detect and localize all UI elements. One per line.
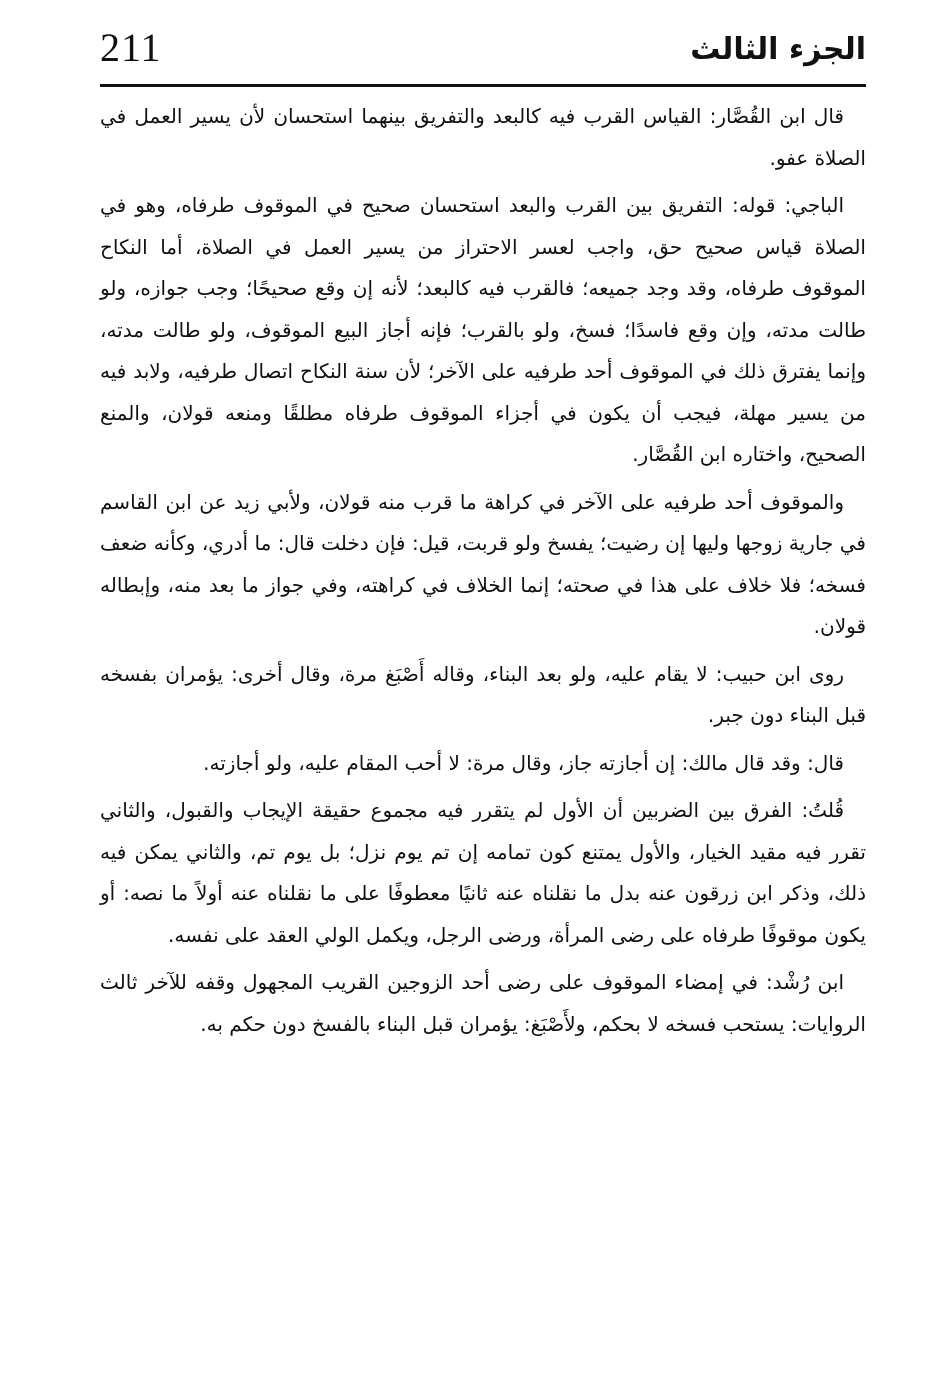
main-text [100, 96, 866, 1045]
paragraph: ابن رُشْد: في إمضاء الموقوف على رضى أحد الزوجين القريب المجهول وقفه للآخر ثالث الروايات: يستحب فسخه لا بحكم، ولأَصْبَغ: يؤمران قبل البناء بالفسخ دون حكم به. [100, 970, 866, 1036]
paragraph: روى ابن حبيب: لا يقام عليه، ولو بعد البناء، وقاله أَصْبَغ مرة، وقال أخرى: يؤمران بفسخه قبل البناء دون جبر. [100, 661, 866, 727]
page-header [100, 22, 866, 86]
paragraph: والموقوف أحد طرفيه على الآخر في كراهة ما قرب منه قولان، ولأبي زيد عن ابن القاسم في جارية زوجها وليها إن رضيت؛ يفسخ ولو قربت، قيل: فإن دخلت قال: ما أدري، وكأنه ضعف فسخه؛ فلا خلاف على هذا في صحته؛ إنما الخلاف في كراهته، وفي جواز ما بعد منه، وإبطاله قولان. [100, 489, 866, 638]
paragraph: الباجي: قوله: التفريق بين القرب والبعد استحسان صحيح في الموقوف طرفاه، وهو في الصلاة قياس صحيح حق، واجب لعسر الاحتراز من يسير العمل في الصلاة، أما النكاح الموقوف طرفاه، وقد وجد جميعه؛ فالقرب فيه كالبعد؛ لأنه إن وقع صحيحًا؛ وجب جوازه، ولو طالت مدته، وإن وقع فاسدًا؛ فسخ، ولو بالقرب؛ فإنه أجاز البيع الموقوف، ولو طالت مدته، وإنما يفترق ذلك في الموقوف أحد طرفيه على الآخر؛ لأن سنة النكاح اتصال طرفيه، ولابد فيه من يسير مهلة، فيجب أن يكون في أجزاء الموقوف طرفاه مطلقًا ومنعه قولان، والمنع الصحيح، واختاره ابن القُصَّار. [100, 193, 866, 466]
page-number: 211 [100, 25, 162, 70]
paragraph: قُلتُ: الفرق بين الضربين أن الأول لم يتقرر فيه مجموع حقيقة الإيجاب والقبول، والثاني تقرر فيه مقيد الخيار، والأول يمتنع كون تمامه إن تم يوم نزل؛ بل يوم تم، والثاني يمكن فيه ذلك، وذكر ابن زرقون عنه بدل ما نقلناه عنه ثانيًا معطوفًا على ما نقلناه عنه أولاً ما نصه: أو يكون موقوفًا طرفاه على رضى المرأة، ورضى الرجل، ويكمل الولي العقد على نفسه. [100, 798, 866, 947]
paragraph: قال: وقد قال مالك: إن أجازته جاز، وقال مرة: لا أحب المقام عليه، ولو أجازته. [203, 750, 844, 775]
header-rule [100, 84, 866, 87]
paragraph: قال ابن القُصَّار: القياس القرب فيه كالبعد والتفريق بينهما استحسان لأن يسير العمل في الصلاة عفو. [100, 104, 866, 170]
running-head: الجزء الثالث [690, 32, 866, 67]
